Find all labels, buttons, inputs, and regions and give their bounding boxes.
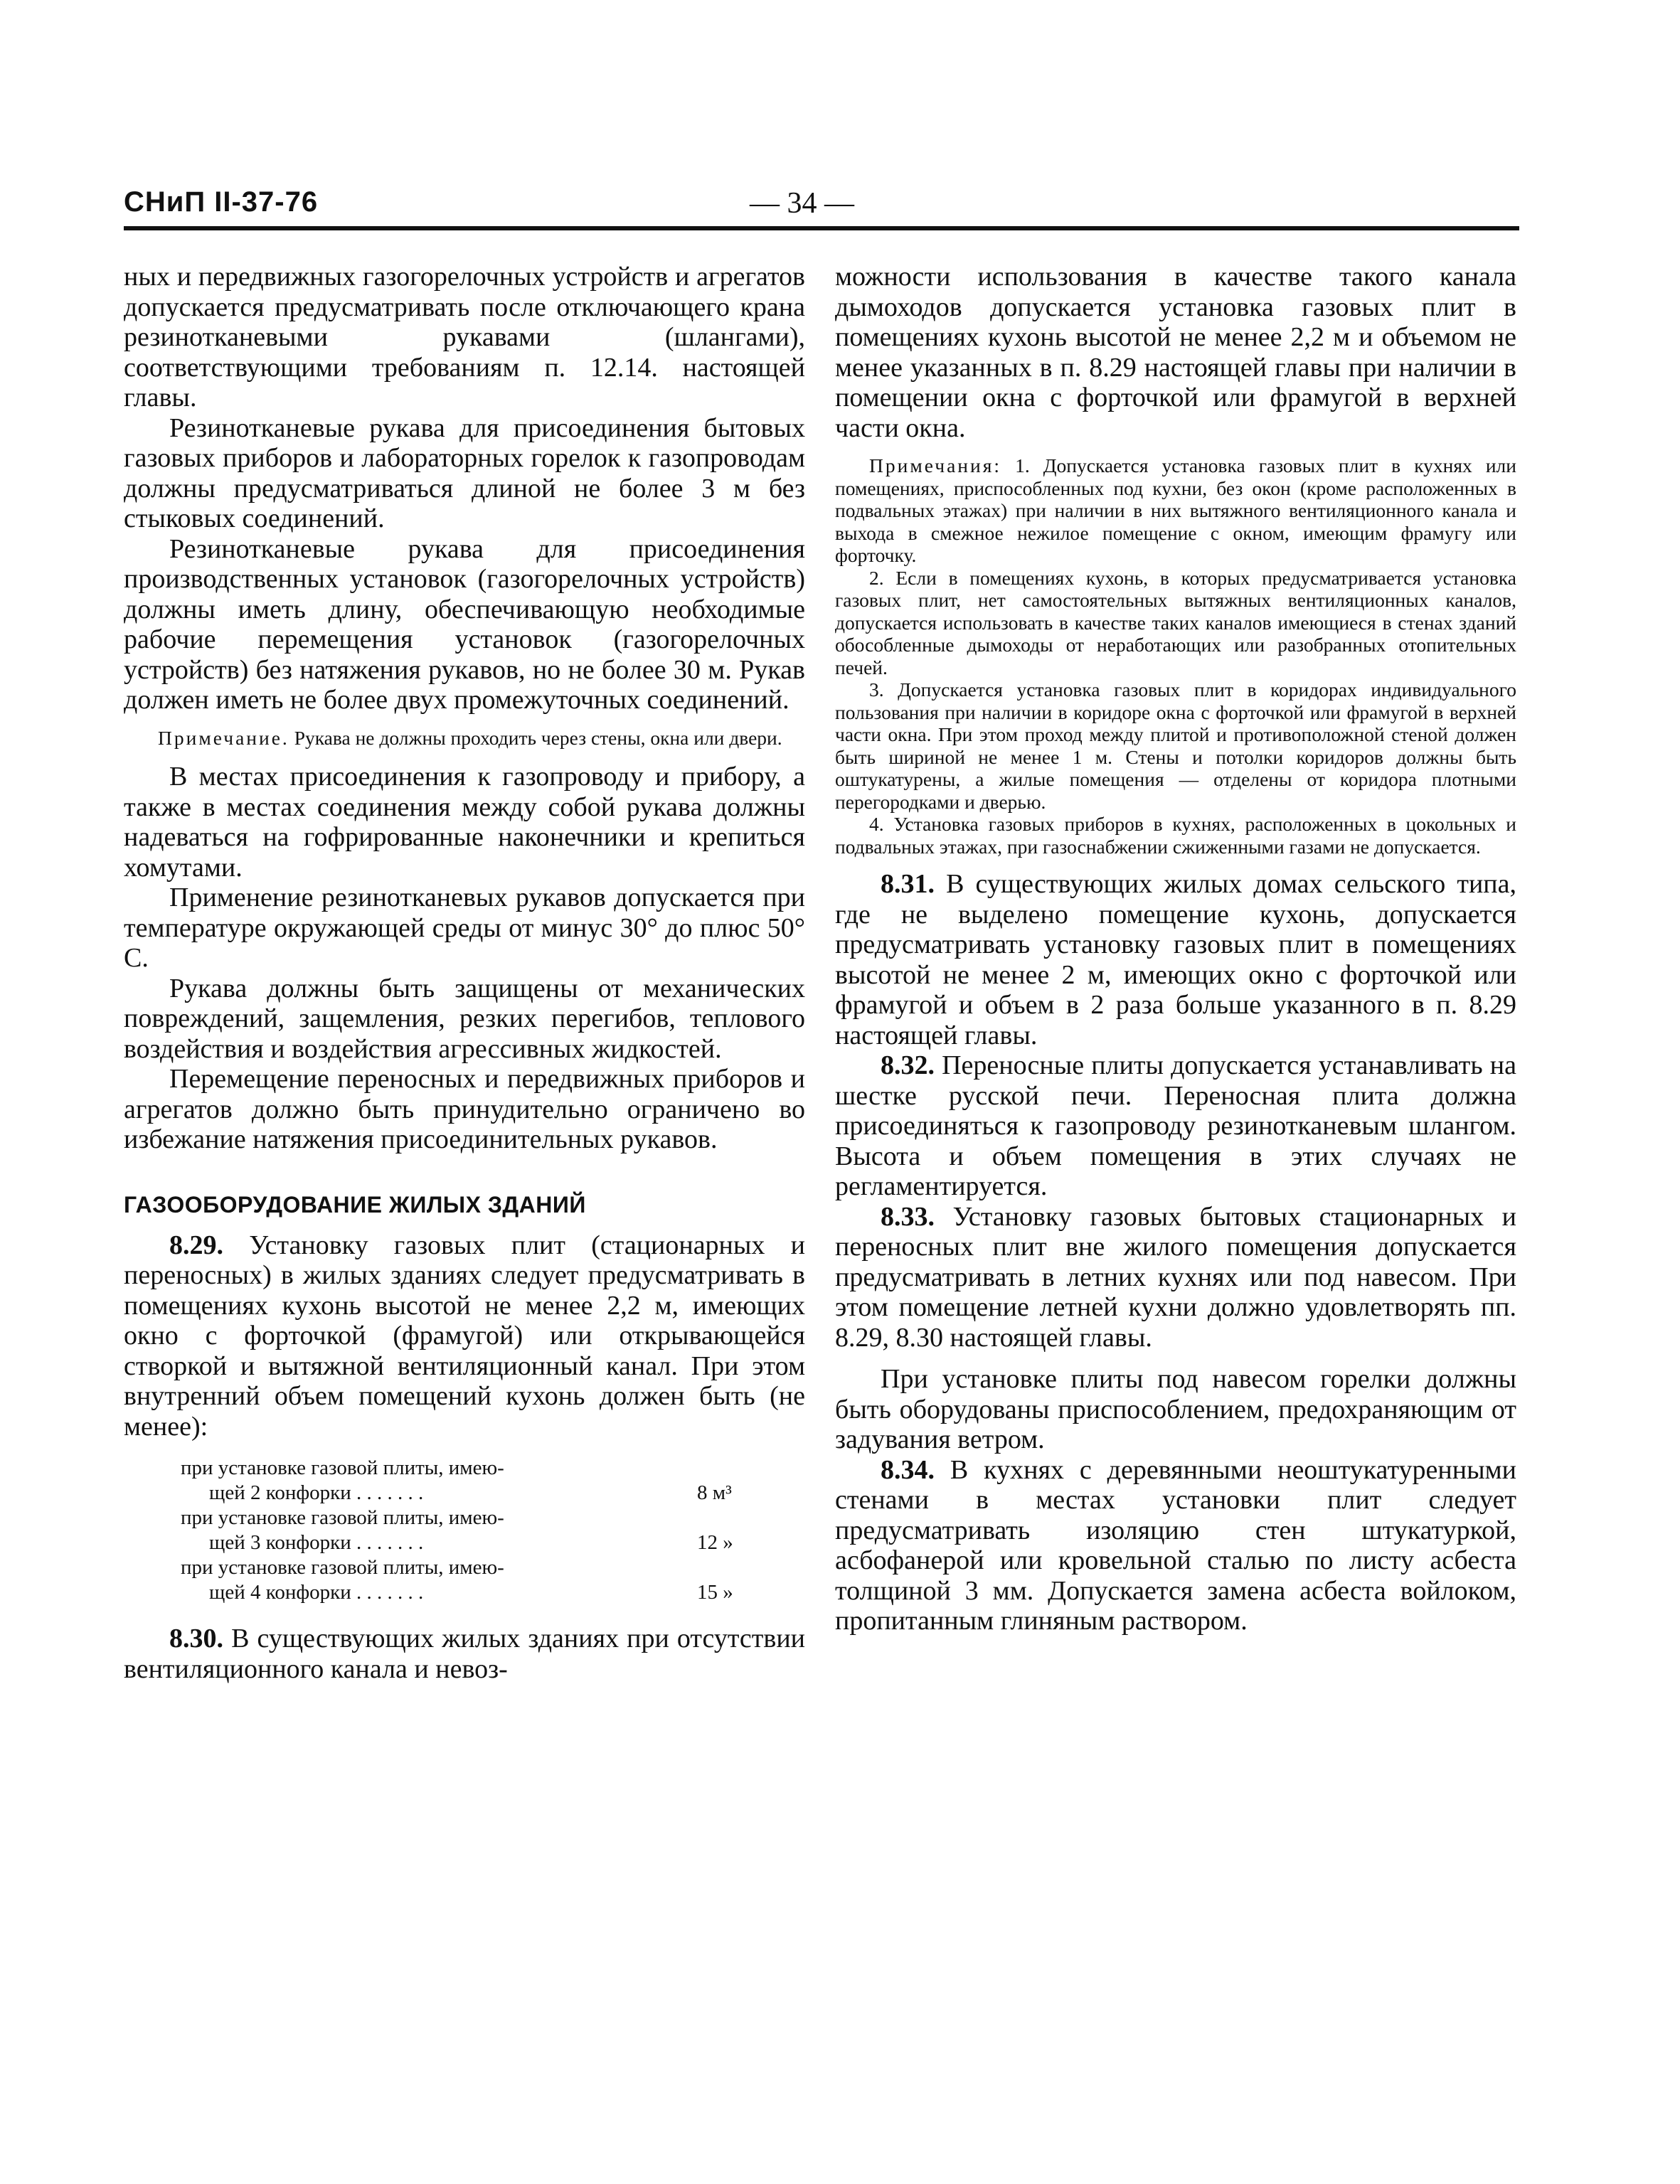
clause-number: 8.31.	[881, 869, 935, 899]
volume-label: щей 3 конфорки . . . . . . .	[209, 1531, 424, 1554]
volume-value: 12 »	[697, 1531, 733, 1554]
document-code: СНиП II-37-76	[124, 186, 319, 218]
page-header	[124, 186, 1519, 229]
paragraph: В местах присоединения к газопроводу и прибору, а также в местах соединения между собой рукава должны надеваться на гофрированные наконечники и крепиться хомутами.	[124, 762, 805, 883]
paragraph: Перемещение переносных и передвижных приборов и агрегатов должно быть принудительно ограничено во избежание натяжения присоединительных рукавов.	[124, 1064, 805, 1154]
clause-number: 8.30.	[169, 1624, 223, 1653]
note-text: 1. Допускается установка газовых плит в кухнях или помещениях, приспособленных под кухни, без окон (кроме расположенных в подвальных этажах) при наличии в них вытяжного вентиляционного канала и выхода в смежное нежилое помещение с окном, имеющим фрамугу или форточку.	[835, 454, 1516, 566]
paragraph: Резинотканевые рукава для присоединения производственных установок (газогорелочных устройств) должны иметь длину, обеспечивающую необходимые рабочие перемещения установок (газогорелочных устройств) без натяжения рукавов, но не более 30 м. Рукав должен иметь не более двух промежуточных соединений.	[124, 533, 805, 715]
header-rule	[124, 226, 1519, 230]
clause-number: 8.29.	[169, 1230, 223, 1260]
paragraph: Применение резинотканевых рукавов допускается при температуре окружающей среды от минус 30° до плюс 50° С.	[124, 883, 805, 973]
note: 4. Установка газовых приборов в кухнях, расположенных в цокольных и подвальных этажах, при газоснабжении сжиженными газами не допускается.	[835, 813, 1516, 858]
paragraph: Резинотканевые рукава для присоединения бытовых газовых приборов и лабораторных горелок к газопроводам должны предусматриваться длиной не более 3 м без стыковых соединений.	[124, 412, 805, 533]
clause-8-30	[124, 1624, 805, 1684]
clause-text: В кухнях с деревянными неоштукатуренными стенами в местах установки плит следует предусматривать изоляцию стен штукатуркой, асбофанерой или кровельной сталью по листу асбеста толщиной 3 мм. Допускается замена асбеста войлоком, пропитанным глиняным раствором.	[835, 1454, 1517, 1636]
volume-value: 8 м³	[697, 1481, 732, 1504]
clause-number: 8.32.	[881, 1050, 935, 1080]
clause-text: Переносные плиты допускается устанавливать на шестке русской печи. Переносная плита должна присоединяться к газопроводу резинотканевым шлангом. Высота и объем помещения в этих случаях не регламентируется.	[835, 1050, 1516, 1201]
volume-label: при установке газовой плиты, имею-	[181, 1506, 504, 1529]
volume-label: при установке газовой плиты, имею-	[181, 1556, 504, 1579]
volume-label: щей 2 конфорки . . . . . . .	[209, 1481, 424, 1504]
clause-number: 8.33.	[881, 1201, 935, 1232]
volume-row	[181, 1456, 762, 1506]
paragraph: При установке плиты под навесом горелки должны быть оборудованы приспособлением, предохраняющим от задувания ветром.	[835, 1364, 1516, 1454]
note: 3. Допускается установка газовых плит в коридорах индивидуального пользования при наличии в коридоре окна с форточкой или фрамугой в верхней части окна. При этом проход между плитой и противоположной стеной должен быть шириной не менее 1 м. Стены и потолки коридоров должны быть оштукатурены, а жилые помещения — отделены от коридора плотными перегородками и дверью.	[835, 678, 1516, 813]
clause-text: Установку газовых плит (стационарных и переносных) в жилых зданиях следует предусматривать в помещениях кухонь высотой не менее 2,2 м, имеющих окно с форточкой (фрамугой) или открывающейся створкой и вытяжной вентиляционный канал. При этом внутренний объем помещений кухонь должен быть (не менее):	[124, 1230, 805, 1442]
volume-label: щей 4 конфорки . . . . . . .	[209, 1581, 424, 1604]
note-label: Примечание.	[158, 726, 289, 749]
note	[835, 454, 1516, 567]
clause-text: В существующих жилых домах сельского типа, где не выделено помещение кухонь, допускается предусматривать установку газовых плит в помещениях высотой не менее 2 м, имеющих окно с форточкой или фрамугой и объем в 2 раза больше указанного в п. 8.29 настоящей главы.	[835, 869, 1517, 1050]
clause-8-34	[835, 1455, 1516, 1636]
clause-text: В существующих жилых зданиях при отсутствии вентиляционного канала и невоз-	[124, 1624, 806, 1684]
paragraph: ных и передвижных газогорелочных устройств и агрегатов допускается предусматривать после отключающего крана резинотканевыми рукавами (шлангами), соответствующими требованиям п. 12.14. настоящей главы.	[124, 262, 805, 412]
note	[124, 727, 805, 750]
left-column	[124, 262, 805, 1684]
volume-label: при установке газовой плиты, имею-	[181, 1456, 504, 1479]
volume-row	[181, 1506, 762, 1555]
paragraph: можности использования в качестве такого канала дымоходов допускается установка газовых плит в помещениях кухонь высотой не менее 2,2 м и объемом не менее указанных в п. 8.29 настоящей главы при наличии в помещении окна с форточкой или фрамугой в верхней части окна.	[835, 262, 1516, 443]
notes-label: Примечания:	[869, 454, 1002, 476]
volume-row	[181, 1555, 762, 1605]
clause-8-29	[124, 1230, 805, 1442]
right-column	[835, 262, 1516, 1636]
clause-8-32	[835, 1050, 1516, 1202]
clause-text: Установку газовых бытовых стационарных и переносных плит вне жилого помещения допускается предусматривать в летних кухнях или под навесом. При этом помещение летней кухни должно удовлетворять пп. 8.29, 8.30 настоящей главы.	[835, 1201, 1517, 1353]
note: 2. Если в помещениях кухонь, в которых предусматривается установка газовых плит, нет самостоятельных вытяжных вентиляционных каналов, допускается использовать в качестве таких каналов имеющиеся в стенах зданий обособленные дымоходы от неработающих или разобранных отопительных печей.	[835, 566, 1516, 678]
volume-value: 15 »	[697, 1581, 733, 1604]
clause-8-33	[835, 1202, 1516, 1353]
volume-list	[181, 1456, 762, 1605]
clause-number: 8.34.	[881, 1454, 935, 1485]
page-number: — 34 —	[750, 187, 854, 220]
paragraph: Рукава должны быть защищены от механических повреждений, защемления, резких перегибов, теплового воздействия и воздействия агрессивных жидкостей.	[124, 973, 805, 1064]
section-heading: ГАЗООБОРУДОВАНИЕ ЖИЛЫХ ЗДАНИЙ	[124, 1191, 586, 1218]
clause-8-31	[835, 869, 1516, 1050]
note-text: Рукава не должны проходить через стены, окна или двери.	[294, 726, 782, 749]
